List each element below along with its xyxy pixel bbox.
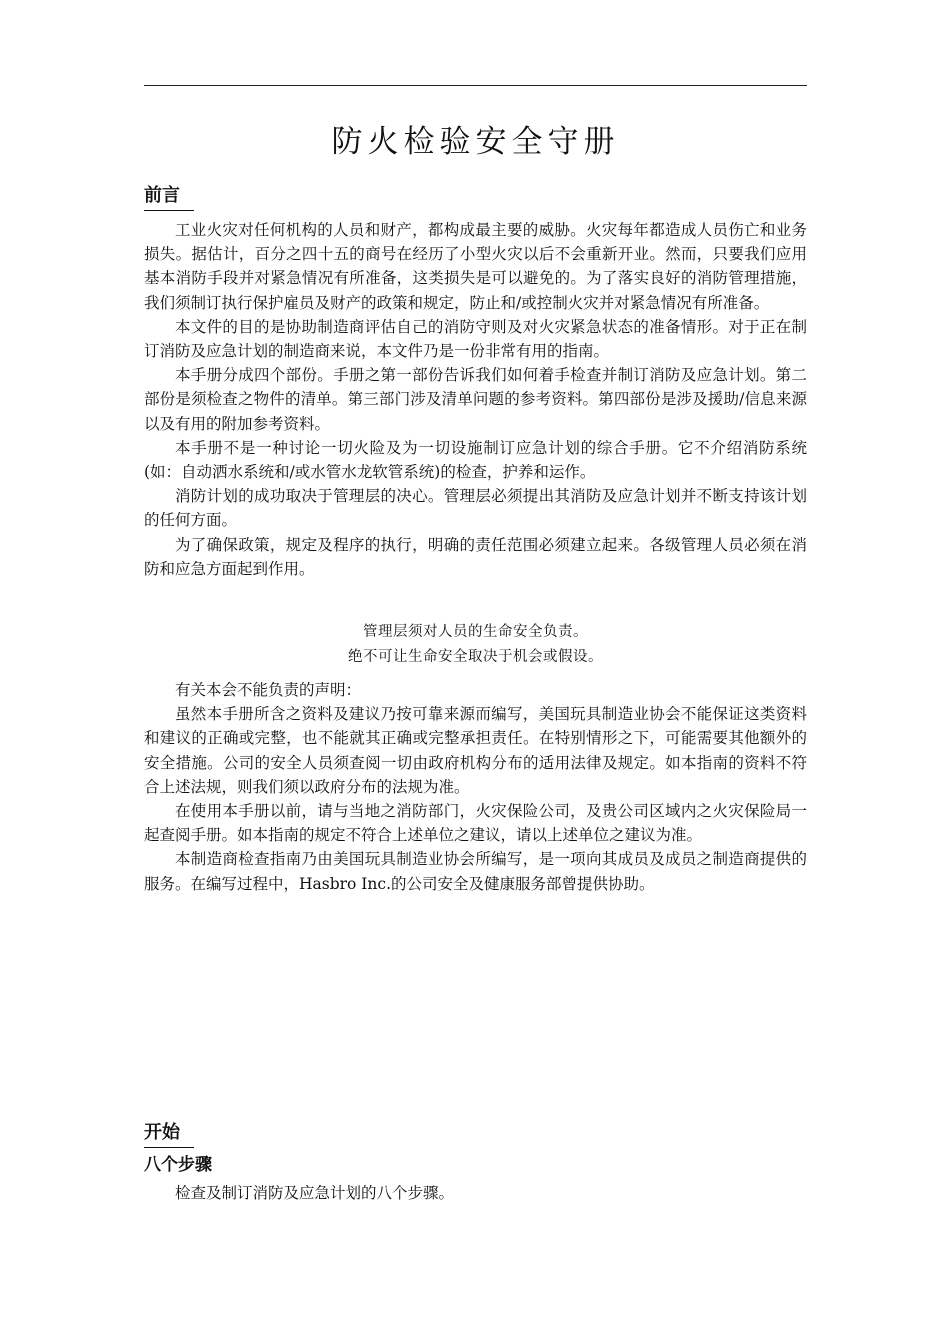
emphasis-line: 绝不可让生命安全取决于机会或假设。 xyxy=(348,649,603,665)
disclaimer-title: 有关本会不能负责的声明： xyxy=(175,681,362,699)
getting-started-body xyxy=(144,1181,807,1205)
getting-started-paragraph: 检查及制订消防及应急计划的八个步骤。 xyxy=(175,1184,455,1202)
preface-paragraph: 本文件的目的是协助制造商评估自己的消防守则及对火灾紧急状态的准备情形。对于正在制订消防及应急计划的制造商来说，本文件乃是一份非常有用的指南。 xyxy=(144,317,807,361)
disclaimer-paragraph: 在使用本手册以前，请与当地之消防部门，火灾保险公司，及贵公司区域内之火灾保险局一起查阅手册。如本指南的规定不符合上述单位之建议，请以上述单位之建议为准。 xyxy=(144,802,807,845)
document-title: 防火检验安全守册 xyxy=(331,124,620,160)
preface-paragraph: 本手册分成四个部份。手册之第一部份告诉我们如何着手检查并制订消防及应急计划。第二部份是须检查之物件的清单。第三部门涉及清单问题的参考资料。第四部份是涉及援助/信息来源以及有用的附加参考资料。 xyxy=(144,366,807,433)
emphasis-line: 管理层须对人员的生命安全负责。 xyxy=(363,624,588,640)
preface-paragraph: 消防计划的成功取决于管理层的决心。管理层必须提出其消防及应急计划并不断支持该计划的任何方面。 xyxy=(144,487,807,530)
preface-paragraph: 工业火灾对任何机构的人员和财产，都构成最主要的威胁。火灾每年都造成人员伤亡和业务损失。据估计，百分之四十五的商号在经历了小型火灾以后不会重新开业。然而，只要我们应用基本消防手段并对紧急情况有所准备，这类损失是可以避免的。为了落实良好的消防管理措施，我们须制订执行保护雇员及财产的政策和规定，防止和/或控制火灾并对紧急情况有所准备。 xyxy=(144,221,807,312)
disclaimer-paragraph: 虽然本手册所含之资料及建议乃按可靠来源而编写，美国玩具制造业协会不能保证这类资料和建议的正确或完整，也不能就其正确或完整承担责任。在特别情形之下，可能需要其他额外的安全措施。公司的安全人员须查阅一切由政府机构分布的适用法律及规定。如本指南的资料不符合上述法规，则我们须以政府分布的法规为准。 xyxy=(144,705,807,796)
preface-paragraph: 为了确保政策，规定及程序的执行，明确的责任范围必须建立起来。各级管理人员必须在消防和应急方面起到作用。 xyxy=(144,535,807,578)
disclaimer-body xyxy=(144,678,807,896)
eight-steps-subheading: 八个步骤 xyxy=(144,1155,212,1175)
disclaimer-paragraph: 本制造商检查指南乃由美国玩具制造业协会所编写，是一项向其成员及成员之制造商提供的服务。在编写过程中，Hasbro Inc.的公司安全及健康服务部曾提供协助。 xyxy=(144,850,807,893)
getting-started-heading: 开始 xyxy=(144,1121,194,1148)
preface-heading: 前言 xyxy=(144,184,194,211)
emphasis-statement xyxy=(144,620,807,670)
header-rule xyxy=(144,85,807,86)
preface-body xyxy=(144,218,807,581)
preface-paragraph: 本手册不是一种讨论一切火险及为一切设施制订应急计划的综合手册。它不介绍消防系统(如：自动洒水系统和/或水管水龙软管系统)的检查，护养和运作。 xyxy=(144,438,807,482)
